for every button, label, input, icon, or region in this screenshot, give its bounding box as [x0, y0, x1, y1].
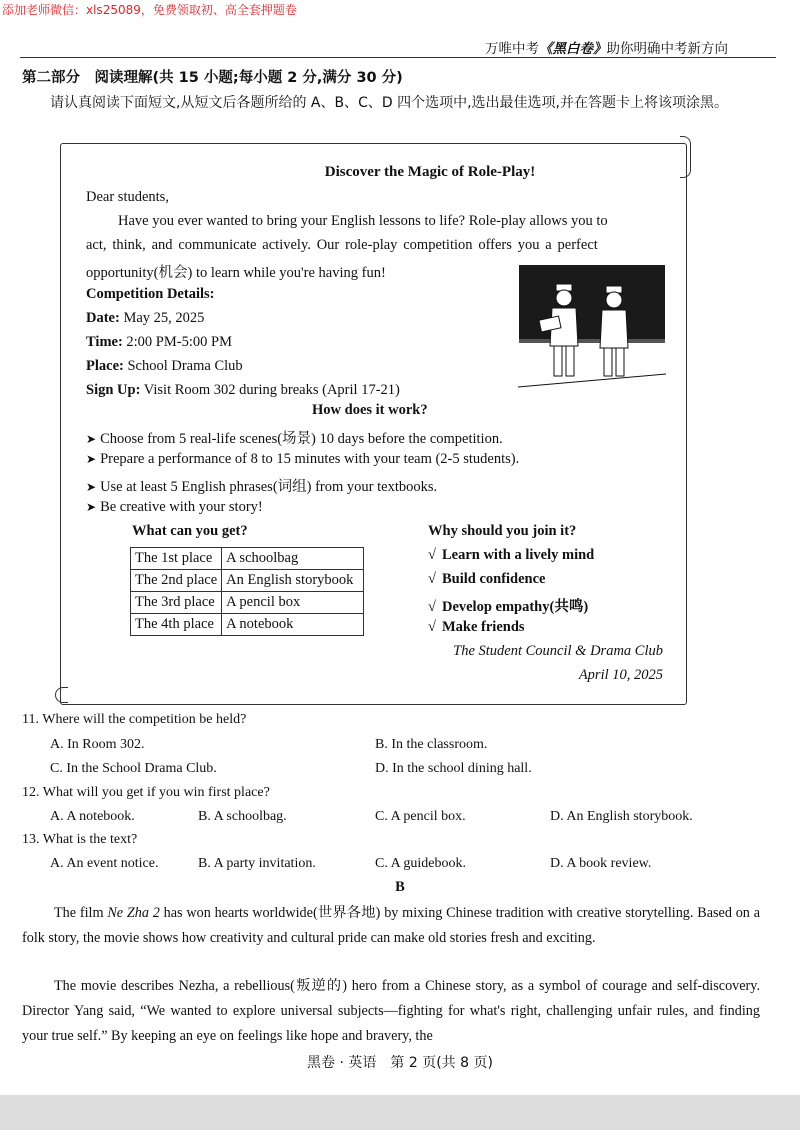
- table-row: [131, 592, 364, 614]
- prize-item: A notebook: [222, 614, 364, 636]
- prizes-heading: What can you get?: [132, 523, 248, 539]
- floor-line: [518, 374, 666, 387]
- option-b: B. A party invitation.: [198, 856, 316, 871]
- step-item: ➤ Choose from 5 real-life scenes(场景) 10 days before the competition.: [86, 427, 503, 448]
- text-run: has won hearts worldwide(世界各地) by mixing Chinese tradition with creative storytelling. Based on a folk story, the movie shows how creativity and cultural pride can make old stories fresh and exciting.: [22, 905, 760, 946]
- text-run: The film: [54, 905, 108, 921]
- option-c: C. A guidebook.: [375, 856, 467, 871]
- table-row: [131, 570, 364, 592]
- details-heading: Competition Details:: [86, 286, 215, 302]
- how-heading: How does it work?: [312, 402, 428, 418]
- detail-value: Visit Room 302 during breaks (April 17-21): [143, 382, 400, 398]
- option-d: D. A book review.: [550, 856, 652, 871]
- intro-line: act, think, and communicate actively. Our role-play competition offers you a perfect: [86, 237, 598, 253]
- header-slogan: [485, 37, 728, 57]
- notice-greeting: Dear students,: [86, 189, 169, 205]
- header-brand: 《黑白卷》: [539, 41, 607, 57]
- section-title: 第二部分 阅读理解(共 15 小题;每小题 2 分,满分 30 分): [22, 70, 403, 86]
- question-11: 11. Where will the competition be held?: [22, 712, 247, 727]
- reason-item: √ Make friends: [428, 619, 525, 636]
- prize-item: A schoolbag: [222, 548, 364, 570]
- detail-time: [86, 334, 232, 351]
- option-b: B. A schoolbag.: [198, 809, 287, 824]
- option-a: A. An event notice.: [50, 856, 159, 871]
- reason-item: √ Develop empathy(共鸣): [428, 595, 588, 616]
- prize-item: An English storybook: [222, 570, 364, 592]
- detail-label: Sign Up:: [86, 382, 141, 398]
- scroll-curl-bottom-left: [55, 687, 68, 703]
- prize-place: The 2nd place: [131, 570, 222, 592]
- prize-place: The 4th place: [131, 614, 222, 636]
- option-a: A. A notebook.: [50, 809, 135, 824]
- scan-edge: [0, 1095, 800, 1130]
- step-item: ➤ Use at least 5 English phrases(词组) from your textbooks.: [86, 475, 437, 496]
- page-footer: 黑卷 · 英语 第 2 页(共 8 页): [307, 1055, 493, 1071]
- film-title: Ne Zha 2: [107, 905, 160, 921]
- option-a: A. In Room 302.: [50, 737, 145, 752]
- watermark-text: 添加老师微信：xls25089，免费领取初、高全套押题卷: [2, 3, 297, 17]
- reason-item: √ Build confidence: [428, 571, 546, 588]
- passage-b-label: B: [395, 879, 405, 895]
- detail-date: [86, 310, 204, 327]
- prize-item: A pencil box: [222, 592, 364, 614]
- detail-value: May 25, 2025: [123, 310, 205, 326]
- notice-signature: The Student Council & Drama Club: [453, 643, 663, 659]
- question-13: 13. What is the text?: [22, 832, 138, 847]
- header-divider: [20, 57, 776, 58]
- option-d: D. In the school dining hall.: [375, 761, 532, 776]
- option-c: C. In the School Drama Club.: [50, 761, 217, 776]
- detail-label: Place:: [86, 358, 124, 374]
- option-d: D. An English storybook.: [550, 809, 693, 824]
- notice-date: April 10, 2025: [578, 667, 663, 683]
- detail-label: Date:: [86, 310, 120, 326]
- notice-title: Discover the Magic of Role-Play!: [324, 164, 536, 180]
- intro-line: opportunity(机会) to learn while you're having fun!: [86, 265, 386, 281]
- header-suffix: 助你明确中考新方向: [606, 41, 728, 57]
- chalk-ledge: [519, 339, 665, 343]
- option-c: C. A pencil box.: [375, 809, 466, 824]
- why-heading: Why should you join it?: [428, 523, 577, 539]
- section-instruction: 请认真阅读下面短文,从短文后各题所给的 A、B、C、D 四个选项中,选出最佳选项,并在答题卡上将该项涂黑。: [50, 95, 728, 111]
- detail-label: Time:: [86, 334, 123, 350]
- detail-value: School Drama Club: [127, 358, 243, 374]
- prize-place: The 3rd place: [131, 592, 222, 614]
- intro-line: Have you ever wanted to bring your English lessons to life? Role-play allows you to: [118, 213, 608, 229]
- step-item: ➤ Prepare a performance of 8 to 15 minutes with your team (2-5 students).: [86, 451, 519, 468]
- passage-b-paragraph-2: The movie describes Nezha, a rebellious(叛逆的) hero from a Chinese story, as a symbol of courage and self-discovery. Director Yang said, “We wanted to explore universal subjects—fighting for what's right, challenging unfair rules, and finding your true self.” By keeping an eye on feelings like hope and bravery, the: [22, 978, 760, 1044]
- option-b: B. In the classroom.: [375, 737, 488, 752]
- prize-place: The 1st place: [131, 548, 222, 570]
- detail-value: 2:00 PM-5:00 PM: [126, 334, 232, 350]
- step-item: ➤ Be creative with your story!: [86, 499, 263, 516]
- detail-signup: [86, 382, 400, 399]
- table-row: [131, 614, 364, 636]
- passage-b-paragraph-1: [22, 901, 760, 951]
- question-12: 12. What will you get if you win first place?: [22, 785, 270, 800]
- reason-item: √ Learn with a lively mind: [428, 547, 594, 564]
- table-row: [131, 548, 364, 570]
- detail-place: [86, 358, 243, 375]
- prizes-table: [130, 547, 364, 636]
- header-prefix: 万唯中考: [485, 41, 539, 57]
- roleplay-illustration: [518, 264, 666, 388]
